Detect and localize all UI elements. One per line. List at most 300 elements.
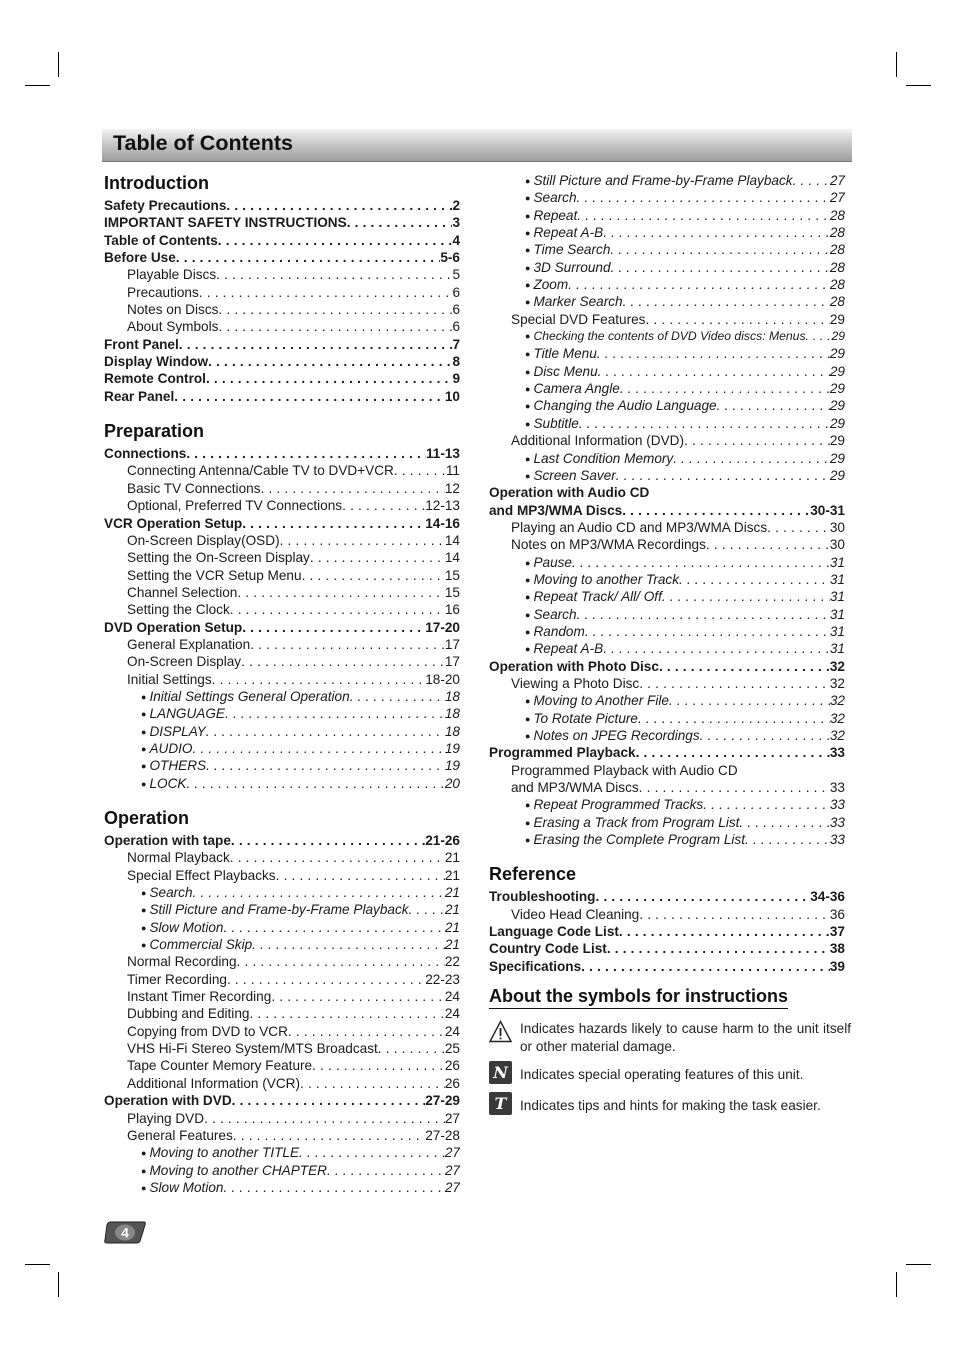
bullet-icon: ● — [525, 644, 531, 655]
toc-entry-page: 29 — [829, 311, 845, 327]
toc-entry[interactable] — [489, 189, 845, 206]
toc-entry[interactable] — [104, 953, 460, 970]
toc-entry[interactable] — [489, 692, 845, 709]
toc-entry-label — [511, 311, 645, 328]
toc-entry-label — [127, 318, 218, 335]
toc-entry-page: 32 — [829, 658, 845, 674]
section-gap — [489, 848, 845, 863]
toc-entry-text: Dubbing and Editing — [127, 1006, 250, 1022]
toc-entry[interactable] — [104, 971, 460, 988]
section-heading: Preparation — [104, 421, 205, 442]
toc-entry-page: 27 — [829, 190, 845, 206]
dot-leader — [703, 796, 830, 813]
toc-entry-text: Safety Precautions — [104, 198, 227, 213]
toc-entry[interactable] — [104, 884, 460, 901]
toc-entry[interactable] — [489, 259, 845, 276]
toc-entry-text: Repeat — [533, 207, 578, 223]
toc-entry[interactable] — [489, 675, 845, 692]
toc-entry-text: Normal Recording — [127, 954, 237, 970]
bullet-icon: ● — [525, 176, 531, 186]
toc-entry[interactable] — [489, 363, 845, 380]
toc-entry-label — [127, 971, 227, 988]
toc-entry[interactable] — [489, 640, 845, 657]
dot-leader — [581, 958, 830, 975]
toc-entry[interactable] — [489, 432, 845, 449]
toc-entry-text: Notes on JPEG Recordings — [533, 728, 700, 743]
toc-entry-text: DVD Operation Setup — [104, 619, 243, 635]
dot-leader — [327, 1162, 445, 1179]
toc-entry[interactable] — [489, 536, 845, 553]
toc-entry-text: To Rotate Picture — [533, 710, 638, 726]
toc-entry-label — [127, 953, 237, 970]
toc-entry[interactable] — [489, 923, 845, 940]
toc-entry-text: Special Effect Playbacks — [127, 867, 276, 883]
bullet-icon: ● — [141, 888, 147, 899]
bullet-icon: ● — [525, 331, 531, 342]
bullet-icon: ● — [141, 726, 147, 737]
toc-entry[interactable] — [489, 415, 845, 432]
toc-entry-page: 29 — [829, 346, 845, 362]
toc-entry[interactable] — [489, 345, 845, 362]
section-gap — [104, 405, 460, 420]
toc-entry[interactable] — [104, 636, 460, 653]
toc-entry[interactable] — [104, 232, 460, 249]
toc-entry-text: Repeat A-B — [533, 641, 604, 657]
toc-entry[interactable] — [489, 467, 845, 484]
toc-entry[interactable] — [489, 293, 845, 310]
toc-entry-text: Moving to Another File — [533, 693, 669, 709]
dot-leader — [310, 549, 445, 566]
symbol-caution-text: Indicates hazards likely to cause harm to the unit itself or other material damage. — [520, 1021, 851, 1054]
toc-entry-label — [525, 692, 669, 709]
toc-entry-label — [525, 710, 638, 727]
toc-entry[interactable] — [489, 762, 845, 779]
toc-entry[interactable] — [104, 1110, 460, 1127]
toc-entry[interactable] — [104, 567, 460, 584]
dot-leader — [378, 1040, 445, 1057]
toc-entry-label — [104, 1092, 232, 1109]
toc-entry-label — [489, 502, 622, 519]
toc-entry-page: 12-13 — [425, 498, 460, 514]
bullet-icon: ● — [141, 1165, 147, 1176]
toc-entry-page: 17 — [444, 636, 460, 652]
toc-entry[interactable] — [104, 214, 460, 231]
bullet-icon: ● — [525, 696, 531, 707]
toc-entry-page: 7 — [452, 336, 460, 352]
dot-leader — [179, 336, 453, 353]
toc-entry[interactable] — [489, 224, 845, 241]
toc-entry[interactable] — [489, 906, 845, 923]
toc-entry-text: Viewing a Photo Disc — [511, 675, 640, 691]
toc-entry-page: 10 — [444, 388, 460, 404]
toc-entry[interactable] — [104, 1057, 460, 1074]
toc-entry-text: Setting the On-Screen Display — [127, 550, 310, 566]
tip-t-icon: T — [489, 1092, 512, 1115]
dot-leader — [241, 653, 445, 670]
toc-entry-page: 21 — [444, 885, 460, 901]
toc-entry[interactable] — [489, 484, 845, 501]
dot-leader — [679, 571, 830, 588]
dot-leader — [342, 497, 425, 514]
page-number: 4 — [121, 1224, 129, 1241]
toc-entry[interactable] — [104, 1040, 460, 1057]
about-symbols-heading: About the symbols for instructions — [489, 986, 788, 1009]
toc-entry[interactable] — [489, 571, 845, 588]
toc-entry-page: 29 — [831, 329, 845, 344]
toc-entry-text: Moving to another TITLE — [149, 1145, 300, 1161]
toc-entry[interactable] — [489, 606, 845, 623]
dot-leader — [598, 363, 830, 380]
toc-entry[interactable] — [489, 519, 845, 536]
toc-entry-text: VCR Operation Setup — [104, 515, 243, 531]
toc-entry-page: 29 — [829, 398, 845, 414]
toc-entry[interactable] — [104, 757, 460, 774]
toc-entry[interactable] — [489, 588, 845, 605]
toc-entry[interactable] — [104, 197, 460, 214]
toc-entry-page: 31 — [829, 571, 845, 587]
toc-entry[interactable] — [489, 888, 845, 905]
toc-entry-page: 15 — [444, 584, 460, 600]
note-n-icon: N — [489, 1061, 512, 1084]
toc-entry[interactable] — [489, 172, 845, 189]
toc-entry[interactable] — [104, 705, 460, 722]
bullet-icon: ● — [525, 401, 531, 412]
toc-entry-page: 18 — [444, 688, 460, 704]
dot-leader — [597, 345, 830, 362]
section-heading: Reference — [489, 864, 577, 885]
toc-entry[interactable] — [104, 353, 460, 370]
toc-entry[interactable] — [489, 397, 845, 414]
toc-entry[interactable] — [104, 370, 460, 387]
toc-entry-label — [127, 601, 230, 618]
crop-mark — [25, 1264, 50, 1265]
toc-entry-label — [104, 619, 242, 636]
toc-entry-label — [525, 224, 603, 241]
bullet-icon: ● — [141, 940, 147, 951]
toc-entry[interactable] — [104, 988, 460, 1005]
toc-entry[interactable] — [489, 710, 845, 727]
dot-leader — [223, 919, 444, 936]
toc-entry-page: 5 — [452, 267, 460, 283]
toc-entry-page: 31 — [829, 641, 845, 657]
dot-leader — [204, 1110, 445, 1127]
dot-leader — [636, 744, 830, 761]
toc-entry[interactable] — [104, 936, 460, 953]
toc-entry-page: 27 — [444, 1179, 460, 1195]
toc-entry-page: 18 — [444, 706, 460, 722]
dot-leader — [347, 214, 453, 231]
toc-entry-text: Erasing a Track from Program List — [533, 814, 740, 830]
toc-entry[interactable] — [104, 284, 460, 301]
toc-entry-text: Marker Search — [533, 294, 623, 310]
toc-entry[interactable] — [489, 554, 845, 571]
toc-entry-text: Setting the VCR Setup Menu — [127, 567, 302, 583]
toc-entry-label — [489, 658, 659, 675]
bullet-icon: ● — [525, 280, 531, 291]
toc-entry[interactable] — [104, 1127, 460, 1144]
toc-entry-label — [525, 397, 717, 414]
toc-entry-text: Repeat A-B — [533, 225, 604, 241]
dot-leader — [218, 301, 452, 318]
toc-entry-label — [104, 370, 206, 387]
toc-entry[interactable] — [489, 328, 845, 345]
toc-entry-label — [489, 940, 607, 957]
toc-entry-page: 24 — [444, 1023, 460, 1039]
dot-leader — [276, 867, 445, 884]
toc-entry[interactable] — [104, 653, 460, 670]
crop-mark — [25, 85, 50, 86]
dot-leader — [186, 775, 444, 792]
toc-entry-label — [525, 293, 623, 310]
section-heading: Operation — [104, 808, 190, 828]
toc-entry[interactable] — [104, 671, 460, 688]
toc-entry-label — [525, 328, 806, 345]
toc-entry-label — [104, 832, 231, 849]
dot-leader — [199, 284, 453, 301]
toc-entry-text: Search — [533, 606, 577, 622]
toc-entry[interactable] — [104, 1023, 460, 1040]
toc-entry[interactable] — [104, 867, 460, 884]
toc-entry-label — [511, 906, 639, 923]
toc-entry-page: 30-31 — [810, 502, 845, 518]
toc-entry-label — [104, 197, 226, 214]
toc-entry-label — [127, 584, 237, 601]
dot-leader — [738, 762, 845, 779]
toc-entry-page: 29 — [829, 363, 845, 379]
toc-entry-text: On-Screen Display(OSD) — [127, 532, 280, 548]
toc-entry[interactable] — [104, 688, 460, 705]
dot-leader — [572, 554, 830, 571]
dot-leader — [739, 814, 829, 831]
toc-entry[interactable] — [104, 723, 460, 740]
toc-entry-page: 29 — [829, 415, 845, 431]
toc-entry-label — [141, 688, 350, 705]
toc-entry[interactable] — [489, 814, 845, 831]
crop-mark — [58, 52, 59, 77]
dot-leader — [261, 480, 445, 497]
dot-leader — [218, 318, 452, 335]
toc-entry[interactable] — [104, 388, 460, 405]
toc-entry-page: 27-28 — [425, 1127, 460, 1143]
toc-entry[interactable] — [489, 311, 845, 328]
toc-entry[interactable] — [104, 919, 460, 936]
dot-leader — [616, 467, 830, 484]
toc-entry[interactable] — [104, 1005, 460, 1022]
toc-entry-page: 14 — [444, 532, 460, 548]
toc-entry-label — [525, 606, 577, 623]
bullet-icon: ● — [525, 731, 531, 741]
toc-entry[interactable] — [104, 740, 460, 757]
toc-entry[interactable] — [104, 901, 460, 918]
toc-entry[interactable] — [489, 658, 845, 675]
toc-entry-label — [525, 380, 620, 397]
toc-entry-page: 29 — [829, 433, 845, 449]
toc-entry[interactable] — [104, 1075, 460, 1092]
toc-entry-text: LOCK — [149, 775, 187, 791]
toc-entry-page: 28 — [829, 225, 845, 241]
toc-entry[interactable] — [489, 502, 845, 519]
toc-entry-text: On-Screen Display — [127, 654, 242, 670]
dot-leader — [216, 266, 452, 283]
toc-entry-label — [104, 336, 179, 353]
toc-entry-label — [511, 519, 767, 536]
toc-entry[interactable] — [104, 445, 460, 462]
bullet-icon: ● — [525, 193, 531, 204]
toc-entry-text: Operation with DVD — [104, 1093, 232, 1109]
toc-entry-label — [141, 901, 409, 918]
toc-entry-label — [127, 497, 342, 514]
toc-entry-label — [127, 1110, 204, 1127]
toc-entry[interactable] — [489, 796, 845, 813]
toc-entry[interactable] — [104, 497, 460, 514]
toc-entry[interactable] — [104, 318, 460, 335]
dot-leader — [577, 606, 830, 623]
dot-leader — [230, 849, 445, 866]
toc-entry[interactable] — [104, 584, 460, 601]
toc-entry-page: 21 — [444, 937, 460, 953]
toc-entry-page: 32 — [829, 675, 845, 691]
toc-entry-label — [104, 445, 186, 462]
toc-entry-text: Repeat Track/ All/ Off — [533, 589, 662, 605]
toc-entry[interactable] — [104, 336, 460, 353]
toc-entry-page: 8 — [452, 354, 460, 370]
toc-entry[interactable] — [489, 207, 845, 224]
dot-leader — [638, 710, 830, 727]
toc-entry-page: 27 — [444, 1110, 460, 1126]
toc-entry-text: Connecting Antenna/Cable TV to DVD+VCR — [127, 463, 394, 479]
dot-leader — [176, 249, 441, 266]
dot-leader — [806, 328, 832, 345]
toc-entry-page: 14 — [444, 550, 460, 566]
toc-entry[interactable] — [489, 450, 845, 467]
toc-entry[interactable] — [104, 532, 460, 549]
toc-entry[interactable] — [104, 462, 460, 479]
toc-entry[interactable] — [104, 619, 460, 636]
toc-entry-page: 29 — [829, 467, 845, 483]
toc-entry-page: 5-6 — [440, 250, 460, 266]
toc-entry-text: About Symbols — [127, 319, 219, 335]
bullet-icon: ● — [141, 709, 147, 720]
toc-entry-label — [127, 549, 310, 566]
dot-leader — [639, 906, 830, 923]
section-gap — [104, 792, 460, 807]
toc-entry[interactable] — [489, 241, 845, 258]
toc-entry-label — [525, 207, 577, 224]
toc-entry[interactable] — [104, 1144, 460, 1161]
toc-entry[interactable] — [104, 1179, 460, 1196]
bullet-icon: ● — [141, 761, 147, 772]
dot-leader — [242, 619, 425, 636]
toc-entry[interactable] — [489, 940, 845, 957]
toc-entry-label — [127, 301, 218, 318]
toc-entry-page: 12 — [444, 480, 460, 496]
toc-entry-label — [127, 671, 212, 688]
dot-leader — [250, 636, 445, 653]
toc-entry-text: Initial Settings General Operation — [149, 688, 350, 704]
toc-entry-label — [525, 814, 739, 831]
toc-entry-text: Search — [533, 190, 577, 206]
toc-entry-text: 3D Surround — [533, 259, 611, 275]
toc-left-column — [104, 172, 460, 1196]
toc-entry-page: 6 — [452, 284, 460, 300]
symbol-tip-text: Indicates tips and hints for making the task easier. — [520, 1098, 821, 1113]
toc-entry[interactable] — [489, 958, 845, 975]
toc-entry-page: 6 — [452, 319, 460, 335]
toc-entry-page: 24 — [444, 989, 460, 1005]
toc-entry-text: Additional Information (VCR) — [127, 1075, 301, 1091]
dot-leader — [619, 923, 830, 940]
toc-entry-page: 28 — [829, 259, 845, 275]
page-number-badge — [104, 1220, 146, 1244]
dot-leader — [662, 588, 830, 605]
toc-entry[interactable] — [104, 480, 460, 497]
toc-entry[interactable] — [104, 601, 460, 618]
toc-entry[interactable] — [104, 1162, 460, 1179]
toc-entry-label — [127, 1040, 378, 1057]
bullet-icon: ● — [525, 574, 531, 585]
crop-mark — [906, 85, 931, 86]
toc-entry[interactable] — [489, 831, 845, 848]
bullet-icon: ● — [525, 453, 531, 464]
toc-entry-label — [127, 636, 250, 653]
toc-entry-page: 27 — [444, 1145, 460, 1161]
toc-entry-page: 16 — [444, 602, 460, 618]
toc-entry-label — [127, 480, 261, 497]
toc-entry-label — [104, 249, 176, 266]
toc-entry[interactable] — [104, 301, 460, 318]
toc-entry[interactable] — [104, 1092, 460, 1109]
dot-leader — [288, 1023, 445, 1040]
toc-entry-label — [127, 266, 216, 283]
toc-entry-label — [141, 1144, 299, 1161]
toc-entry-label — [489, 484, 649, 501]
toc-entry[interactable] — [104, 775, 460, 792]
dot-leader — [233, 1127, 425, 1144]
toc-entry-text: Video Head Cleaning — [511, 906, 640, 922]
toc-entry-text: Notes on Discs — [127, 302, 219, 318]
toc-entry-label — [525, 554, 572, 571]
toc-entry[interactable] — [489, 779, 845, 796]
toc-entry-text: Instant Timer Recording — [127, 989, 272, 1005]
toc-entry-text: Slow Motion — [149, 1179, 224, 1195]
toc-entry-page: 26 — [444, 1075, 460, 1091]
toc-entry[interactable] — [104, 549, 460, 566]
toc-entry-page: 22-23 — [425, 971, 460, 987]
toc-entry[interactable] — [489, 727, 845, 744]
toc-entry-label — [525, 241, 610, 258]
toc-entry[interactable] — [104, 515, 460, 532]
toc-entry-label — [511, 675, 639, 692]
toc-entry[interactable] — [489, 623, 845, 640]
toc-entry-label — [489, 923, 619, 940]
toc-entry-label — [525, 571, 679, 588]
toc-entry[interactable] — [489, 276, 845, 293]
toc-entry[interactable] — [104, 849, 460, 866]
toc-entry[interactable] — [104, 249, 460, 266]
toc-entry-text: Camera Angle — [533, 381, 620, 397]
toc-entry-page: 21 — [444, 850, 460, 866]
toc-entry-page: 4 — [452, 232, 460, 248]
toc-entry-label — [104, 388, 174, 405]
toc-entry-label — [525, 467, 616, 484]
toc-entry-label — [511, 762, 738, 779]
toc-entry-text: Table of Contents — [104, 232, 218, 248]
toc-entry[interactable] — [489, 380, 845, 397]
toc-entry[interactable] — [104, 832, 460, 849]
toc-entry-page: 27 — [829, 173, 845, 188]
toc-entry[interactable] — [489, 744, 845, 761]
toc-entry[interactable] — [104, 266, 460, 283]
